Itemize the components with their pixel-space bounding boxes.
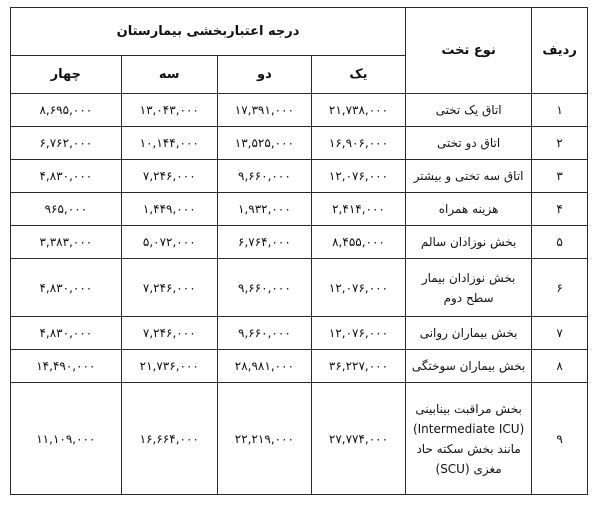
row-index: ۸ [532,350,588,383]
grade-2-cell: ۱۳,۵۲۵,۰۰۰ [217,127,311,160]
row-index: ۵ [532,226,588,259]
grade-1-header: یک [311,56,405,94]
grade-1-cell: ۱۲,۰۷۶,۰۰۰ [311,160,405,193]
bed-type-cell: هزینه همراه [406,193,532,226]
grade-3-cell: ۷,۲۴۶,۰۰۰ [121,259,217,317]
grade-3-cell: ۱۰,۱۴۴,۰۰۰ [121,127,217,160]
table-row [11,317,588,350]
grade-4-cell: ۹۶۵,۰۰۰ [11,193,122,226]
grade-4-cell: ۱۱,۱۰۹,۰۰۰ [11,383,122,495]
grade-4-cell: ۶,۷۶۲,۰۰۰ [11,127,122,160]
table-row [11,259,588,317]
bed-type-header: نوع تخت [406,8,532,94]
bed-type-cell: اتاق سه تختی و بیشتر [406,160,532,193]
bed-type-cell: بخش بیماران روانی [406,317,532,350]
grade-1-cell: ۱۲,۰۷۶,۰۰۰ [311,259,405,317]
bed-type-cell: اتاق یک تختی [406,94,532,127]
grade-3-cell: ۱,۴۴۹,۰۰۰ [121,193,217,226]
table-row [11,160,588,193]
grade-1-cell: ۱۲,۰۷۶,۰۰۰ [311,317,405,350]
grade-2-cell: ۱۷,۳۹۱,۰۰۰ [217,94,311,127]
grade-3-cell: ۷,۲۴۶,۰۰۰ [121,160,217,193]
grade-3-header: سه [121,56,217,94]
grade-1-cell: ۲,۴۱۴,۰۰۰ [311,193,405,226]
table-row [11,94,588,127]
grade-3-cell: ۵,۰۷۲,۰۰۰ [121,226,217,259]
grade-3-cell: ۷,۲۴۶,۰۰۰ [121,317,217,350]
grade-1-cell: ۲۷,۷۷۴,۰۰۰ [311,383,405,495]
bed-type-cell: بخش نوزادان سالم [406,226,532,259]
grade-4-cell: ۱۴,۴۹۰,۰۰۰ [11,350,122,383]
bed-type-cell: بخش بیماران سوختگی [406,350,532,383]
row-index: ۴ [532,193,588,226]
row-index: ۹ [532,383,588,495]
row-index: ۷ [532,317,588,350]
bed-type-cell: بخش مراقبت بینابینی (Intermediate ICU) مانند بخش سکته حاد مغزی (SCU) [406,383,532,495]
grade-2-cell: ۹,۶۶۰,۰۰۰ [217,317,311,350]
table-row [11,127,588,160]
grade-2-cell: ۲۲,۲۱۹,۰۰۰ [217,383,311,495]
grade-2-header: دو [217,56,311,94]
grade-4-cell: ۳,۳۸۳,۰۰۰ [11,226,122,259]
grade-1-cell: ۲۱,۷۳۸,۰۰۰ [311,94,405,127]
grade-4-cell: ۸,۶۹۵,۰۰۰ [11,94,122,127]
grade-4-header: چهار [11,56,122,94]
row-index: ۶ [532,259,588,317]
row-index: ۱ [532,94,588,127]
grade-3-cell: ۱۳,۰۴۳,۰۰۰ [121,94,217,127]
grade-2-cell: ۹,۶۶۰,۰۰۰ [217,160,311,193]
table-row [11,193,588,226]
grade-4-cell: ۴,۸۳۰,۰۰۰ [11,160,122,193]
grade-1-cell: ۳۶,۲۲۷,۰۰۰ [311,350,405,383]
grade-2-cell: ۱,۹۳۲,۰۰۰ [217,193,311,226]
grade-3-cell: ۲۱,۷۳۶,۰۰۰ [121,350,217,383]
grade-1-cell: ۱۶,۹۰۶,۰۰۰ [311,127,405,160]
grade-group-header: درجه اعتباربخشی بیمارستان [11,8,406,56]
row-index: ۲ [532,127,588,160]
grade-3-cell: ۱۶,۶۶۴,۰۰۰ [121,383,217,495]
grade-2-cell: ۶,۷۶۴,۰۰۰ [217,226,311,259]
table-row [11,383,588,495]
grade-4-cell: ۴,۸۳۰,۰۰۰ [11,259,122,317]
tariff-table [10,7,588,495]
table-row [11,350,588,383]
row-index: ۳ [532,160,588,193]
radif-header: ردیف [532,8,588,94]
bed-type-cell: اتاق دو تختی [406,127,532,160]
grade-2-cell: ۲۸,۹۸۱,۰۰۰ [217,350,311,383]
grade-2-cell: ۹,۶۶۰,۰۰۰ [217,259,311,317]
grade-4-cell: ۴,۸۳۰,۰۰۰ [11,317,122,350]
grade-1-cell: ۸,۴۵۵,۰۰۰ [311,226,405,259]
table-row [11,226,588,259]
bed-type-cell: بخش نوزادان بیمار سطح دوم [406,259,532,317]
